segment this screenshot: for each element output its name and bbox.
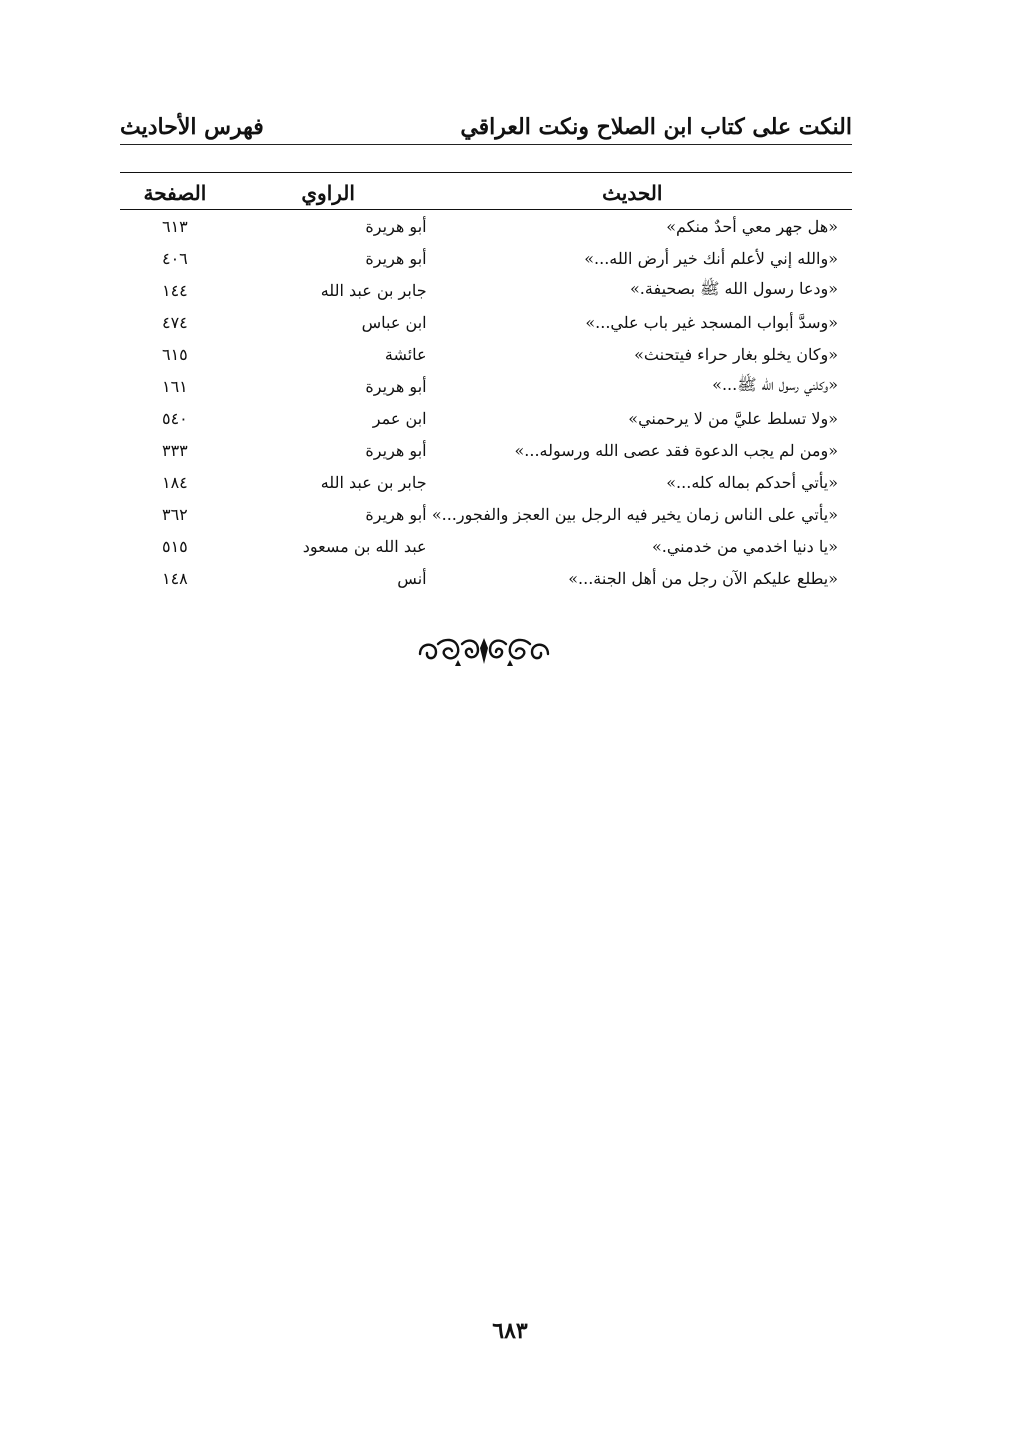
hadith-text: «وكلني رسول الله ﷺ...»: [712, 374, 838, 394]
running-header: [120, 96, 852, 140]
narrator-name: ابن عمر: [372, 408, 427, 428]
page-ref: ٥١٥: [161, 536, 188, 556]
table-row: [120, 306, 852, 338]
page-ref: ٣٣٣: [161, 440, 188, 460]
narrator-name: أبو هريرة: [365, 216, 427, 236]
hadith-text: «يطلع عليكم الآن رجل من أهل الجنة...»: [568, 568, 838, 588]
table-row: [120, 434, 852, 466]
column-header-page: الصفحة: [120, 173, 230, 210]
narrator-name: أنس: [397, 568, 427, 588]
narrator-name: أبو هريرة: [365, 376, 427, 396]
narrator-name: ابن عباس: [361, 312, 427, 332]
page-number: ٦٨٣: [492, 1318, 528, 1344]
table-row: [120, 370, 852, 402]
table-row: [120, 338, 852, 370]
page-ref: ١٦١: [161, 376, 188, 396]
hadith-text: «ودعا رسول الله ﷺ بصحيفة.»: [630, 278, 838, 298]
column-header-hadith: الحديث: [427, 173, 852, 210]
hadith-index-table: [120, 172, 852, 594]
table-row: [120, 562, 852, 594]
header-rule: [120, 144, 852, 145]
column-header-narrator: الراوي: [230, 173, 427, 210]
hadith-text: «ومن لم يجب الدعوة فقد عصى الله ورسوله...»: [514, 440, 838, 460]
book-title: النكت على كتاب ابن الصلاح ونكت العراقي: [460, 114, 852, 140]
table-row: [120, 402, 852, 434]
hadith-text: «يأتي أحدكم بماله كله...»: [666, 472, 838, 492]
table-header-row: [120, 173, 852, 210]
narrator-name: جابر بن عبد الله: [320, 280, 427, 300]
page-ref: ٣٦٢: [161, 504, 188, 524]
page-ref: ١٤٤: [161, 280, 188, 300]
page-ref: ١٨٤: [161, 472, 188, 492]
narrator-name: جابر بن عبد الله: [320, 472, 427, 492]
page-ref: ١٤٨: [161, 568, 188, 588]
section-title: فهرس الأحاديث: [120, 114, 264, 140]
page-ref: ٤٠٦: [161, 248, 188, 268]
table-row: [120, 210, 852, 243]
page-ref: ٥٤٠: [161, 408, 188, 428]
page-ref: ٦١٥: [161, 344, 188, 364]
table-row: [120, 466, 852, 498]
narrator-name: عبد الله بن مسعود: [302, 536, 427, 556]
page-ref: ٦١٣: [161, 216, 188, 236]
hadith-text: «والله إني لأعلم أنك خير أرض الله...»: [584, 248, 838, 268]
narrator-name: أبو هريرة: [365, 440, 427, 460]
hadith-text: «يا دنيا اخدمي من خدمني.»: [651, 536, 838, 556]
narrator-name: أبو هريرة: [365, 248, 427, 268]
table-row: [120, 498, 852, 530]
hadith-text: «هل جهر معي أحدٌ منكم»: [666, 216, 838, 236]
table-row: [120, 530, 852, 562]
narrator-name: عائشة: [384, 344, 427, 364]
narrator-name: أبو هريرة: [365, 504, 427, 524]
hadith-text: «وسدَّ أبواب المسجد غير باب علي...»: [585, 312, 838, 332]
page-ref: ٤٧٤: [161, 312, 188, 332]
hadith-text: «وكان يخلو بغار حراء فيتحنث»: [634, 344, 838, 364]
hadith-text: «يأتي على الناس زمان يخير فيه الرجل بين العجز والفجور...»: [431, 504, 838, 524]
table-row: [120, 242, 852, 274]
hadith-text: «ولا تسلط عليَّ من لا يرحمني»: [628, 408, 838, 428]
section-end-ornament: [414, 634, 554, 668]
table-row: [120, 274, 852, 306]
